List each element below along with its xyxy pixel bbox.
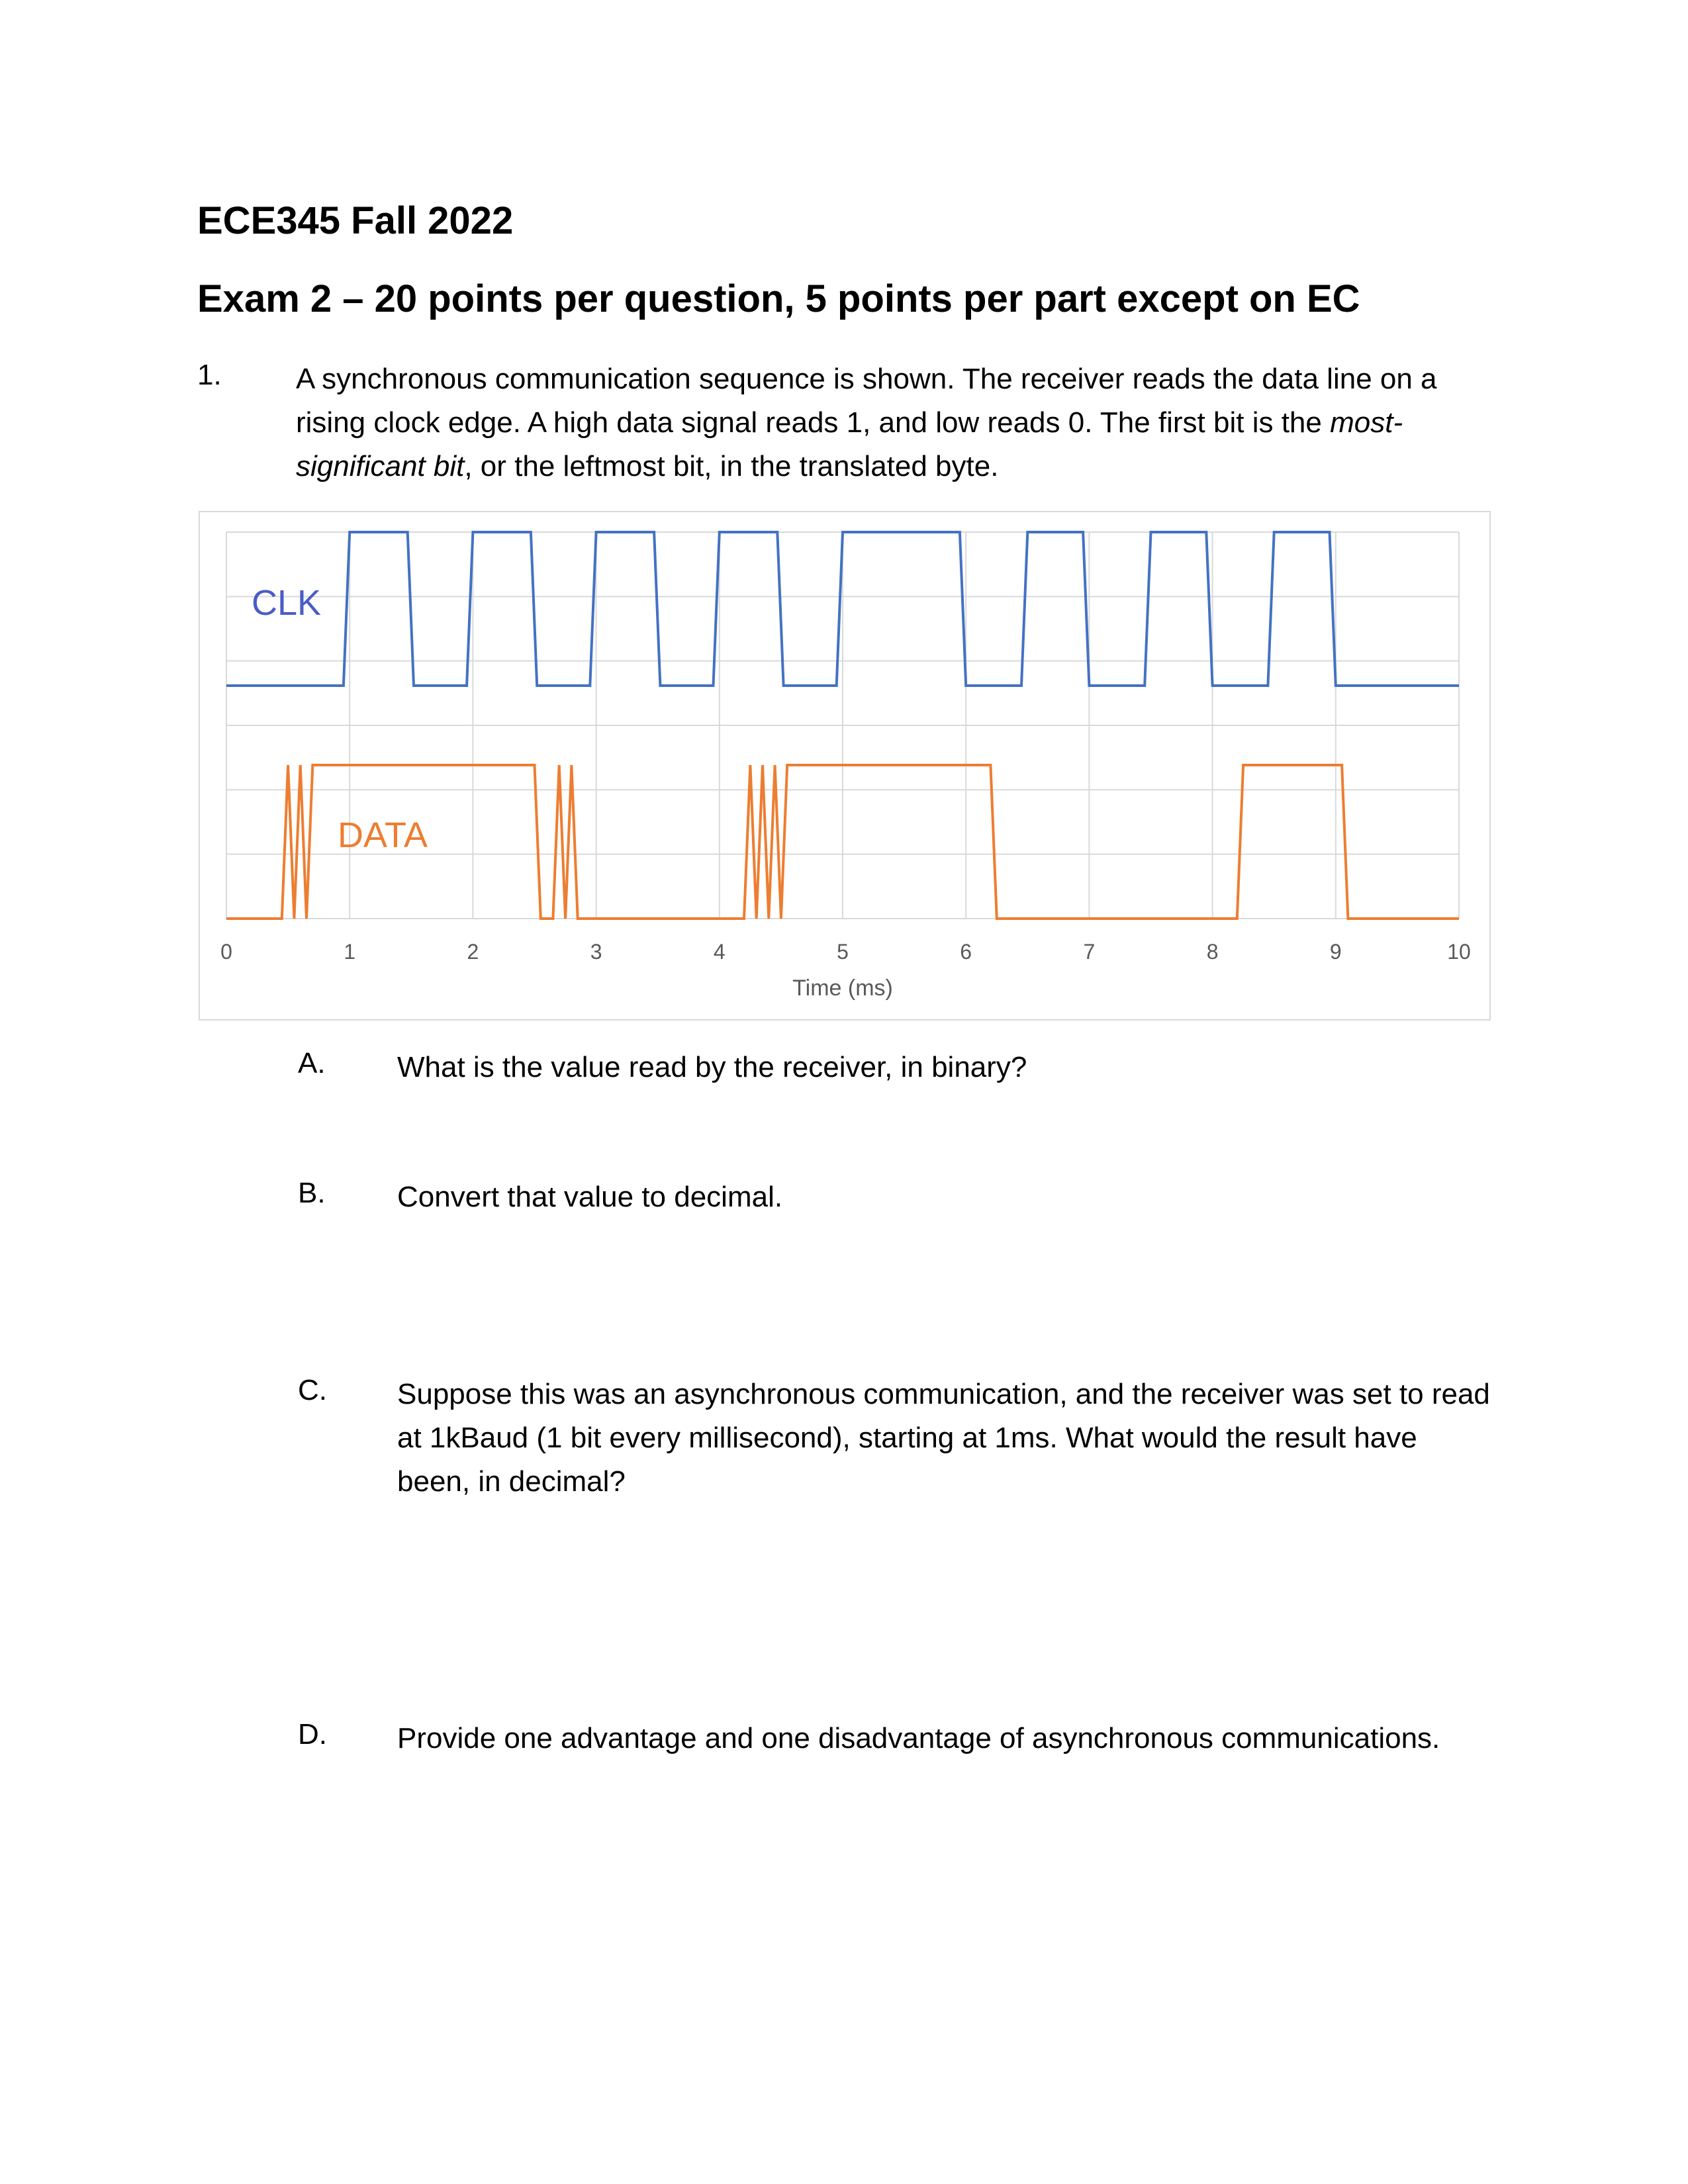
part-b-text: Convert that value to decimal. xyxy=(397,1181,783,1213)
course-title: ECE345 Fall 2022 xyxy=(197,199,514,242)
question-text xyxy=(296,357,1507,488)
part-d-text: Provide one advantage and one disadvantage of asynchronous communications. xyxy=(397,1722,1440,1754)
x-tick-label: 1 xyxy=(344,940,356,964)
x-tick-label: 9 xyxy=(1329,940,1342,964)
x-tick-label: 7 xyxy=(1083,940,1096,964)
series-label-data: DATA xyxy=(338,815,428,855)
question-text-start: A synchronous communication sequence is shown. The receiver reads the data line on a rising clock edge. A high data signal reads 1, and low reads 0. The first bit is the xyxy=(296,363,1437,439)
x-axis-title: Time (ms) xyxy=(792,976,893,1001)
part-d-letter: D. xyxy=(298,1718,327,1751)
x-tick-label: 6 xyxy=(960,940,972,964)
series-label-clk: CLK xyxy=(252,583,322,623)
question-text-italic: most-significant bit xyxy=(296,406,1403,482)
part-a-letter: A. xyxy=(298,1047,326,1079)
timing-diagram-svg xyxy=(200,512,1489,1019)
part-c-text: Suppose this was an asynchronous communication, and the receiver was set to read at 1kBaud (1 bit every millisecond), starting at 1ms. What would the result have been, in decimal? xyxy=(397,1378,1490,1498)
x-tick-label: 4 xyxy=(713,940,726,964)
x-tick-label: 8 xyxy=(1206,940,1219,964)
x-tick-label: 5 xyxy=(837,940,849,964)
part-b-letter: B. xyxy=(298,1177,326,1209)
x-tick-label: 3 xyxy=(590,940,602,964)
chart-grid xyxy=(226,532,1459,919)
x-tick-label: 0 xyxy=(220,940,232,964)
exam-title: Exam 2 – 20 points per question, 5 points per part except on EC xyxy=(197,277,1360,320)
question-text-end: , or the leftmost bit, in the translated byte. xyxy=(464,450,999,482)
part-a-text: What is the value read by the receiver, in binary? xyxy=(397,1051,1027,1083)
chart-labels xyxy=(220,583,1471,1001)
question-number: 1. xyxy=(197,359,222,391)
x-tick-label: 10 xyxy=(1447,940,1471,964)
timing-diagram-chart xyxy=(199,511,1491,1021)
part-c-letter: C. xyxy=(298,1374,327,1406)
x-tick-label: 2 xyxy=(467,940,479,964)
